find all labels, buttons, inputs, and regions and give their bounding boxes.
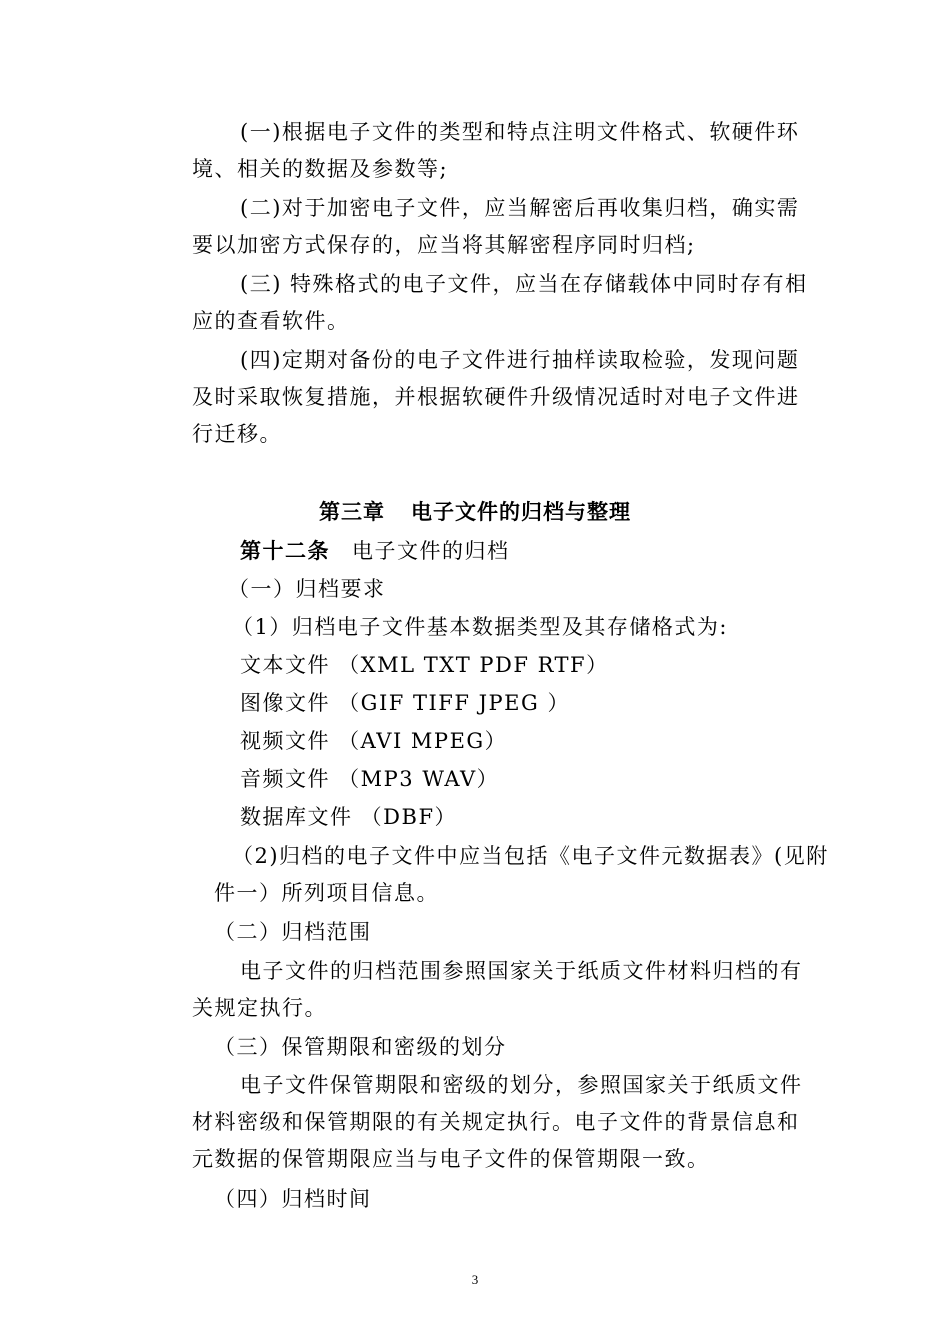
period-heading: （三）保管期限和密级的划分 [214,1035,507,1059]
requirement-item-2-line-2: 件一）所列项目信息。 [214,881,439,905]
time-heading: （四）归档时间 [214,1187,372,1211]
article-number: 第十二条 [240,538,330,563]
requirement-item-1: （1）归档电子文件基本数据类型及其存储格式为: [232,615,728,639]
para-4-line-3: 行迁移。 [192,422,282,446]
article-title: 电子文件的归档 [352,539,510,563]
para-3-line-2: 应的查看软件。 [192,309,350,333]
page-number: 3 [471,1272,479,1287]
chapter-number: 第三章 [319,499,385,524]
para-1-line-2: 境、相关的数据及参数等; [192,157,449,181]
requirement-heading: （一）归档要求 [228,577,386,601]
scope-heading: （二）归档范围 [214,920,372,944]
format-image: 图像文件 （GIF TIFF JPEG ） [240,691,570,715]
chapter-title: 电子文件的归档与整理 [411,499,631,524]
chapter-heading [0,496,950,526]
period-line-2: 材料密级和保管期限的有关规定执行。电子文件的背景信息和 [192,1110,800,1134]
scope-line-2: 关规定执行。 [192,996,327,1020]
requirement-item-2-line-1: （2)归档的电子文件中应当包括《电子文件元数据表》(见附 [232,844,829,868]
para-1-line-1: (一)根据电子文件的类型和特点注明文件格式、软硬件环 [240,120,800,144]
format-video: 视频文件 （AVI MPEG） [240,729,508,753]
format-audio: 音频文件 （MP3 WAV） [240,767,500,791]
period-line-1: 电子文件保管期限和密级的划分，参照国家关于纸质文件 [240,1073,803,1097]
article-heading [240,535,510,565]
para-4-line-2: 及时采取恢复措施，并根据软硬件升级情况适时对电子文件进 [192,385,800,409]
scope-line-1: 电子文件的归档范围参照国家关于纸质文件材料归档的有 [240,959,803,983]
format-database: 数据库文件 （DBF） [240,805,458,829]
para-4-line-1: (四)定期对备份的电子文件进行抽样读取检验，发现问题 [240,348,800,372]
para-2-line-1: (二)对于加密电子文件，应当解密后再收集归档，确实需 [240,196,800,220]
format-text: 文本文件 （XML TXT PDF RTF） [240,653,609,677]
para-2-line-2: 要以加密方式保存的，应当将其解密程序同时归档; [192,233,696,257]
period-line-3: 元数据的保管期限应当与电子文件的保管期限一致。 [192,1147,710,1171]
para-3-line-1: (三) 特殊格式的电子文件，应当在存储载体中同时存有相 [240,272,808,296]
